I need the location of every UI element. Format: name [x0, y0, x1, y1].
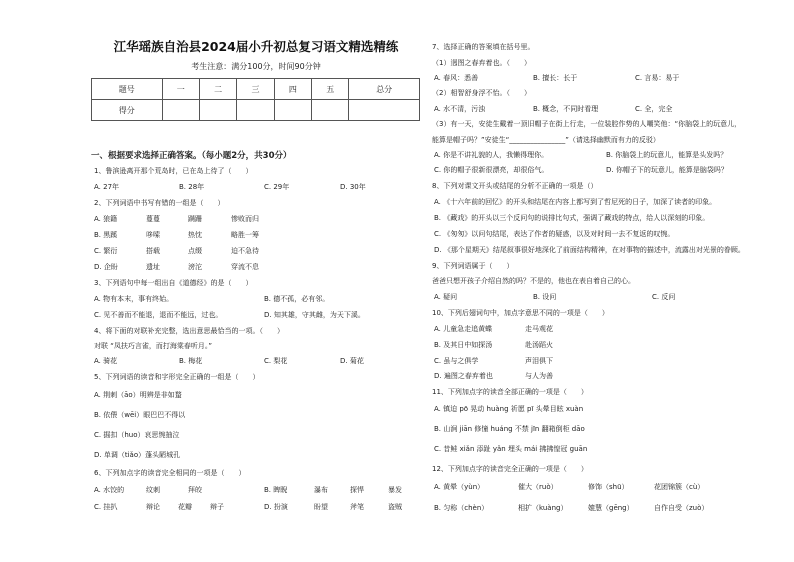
option-text: B. 概念，不同时看理: [533, 105, 599, 113]
score-table: [91, 78, 420, 121]
score-cell[interactable]: [312, 100, 349, 121]
question-text: 7、选择正确的答案填在括号里。: [432, 43, 535, 51]
option-text: 瀑布: [314, 486, 328, 494]
option-text: A. 物有本末，事有终始。: [94, 295, 174, 303]
option-text: A. 水不清，污浊: [434, 105, 486, 113]
score-header-cell: 总分: [349, 79, 420, 100]
question-text: 能算是帽子吗？”安徒生“________________”（请选择幽默而有力的反驳）: [432, 136, 660, 144]
question-text: 9、下列词语属于（ ）: [432, 262, 514, 270]
option-text: 辩子: [210, 503, 224, 511]
question-text: 对联 “凤扶巧言雀，而打海棠春听月。”: [94, 342, 212, 350]
score-header-cell: 三: [237, 79, 274, 100]
score-cell[interactable]: [237, 100, 274, 121]
option-text: 声泪俱下: [525, 357, 553, 365]
option-text: 遗址: [146, 263, 160, 271]
option-text: 媲慧（gēng）: [588, 504, 634, 512]
option-text: A. 疑问: [434, 293, 458, 301]
option-text: 哆嗦: [146, 231, 160, 239]
question-text: 1、鲁滨逊离开那个荒岛时，已在岛上待了（ ）: [94, 167, 253, 175]
option-text: 热忱: [188, 231, 202, 239]
option-text: 穿流不息: [231, 263, 259, 271]
score-cell[interactable]: [274, 100, 311, 121]
option-text: 盼望: [314, 503, 328, 511]
option-text: C. 掘扣（huo）哀思惋抽泣: [94, 431, 180, 439]
option-text: A. 《十六年前的回忆》的开头和结尾在内容上都写到了哲尼死的日子，加深了读者的印象。: [434, 198, 717, 206]
question-text: 8、下列对课文开头或结尾的分析不正确的一项是（）: [432, 182, 598, 190]
score-cell[interactable]: [349, 100, 420, 121]
question-text: 4、将下面的对联补充完整，选出意思最恰当的一项。（ ）: [94, 327, 284, 335]
option-text: C. 繁衍: [94, 247, 118, 255]
question-text: 3、下列语句中每一组出自《道德经》的是（ ）: [94, 279, 253, 287]
option-text: 暴发: [388, 486, 402, 494]
option-text: B. 《藏戏》的开头以三个反问句的说排比句式，强调了藏戏的特点，给人以深刻的印象。: [434, 214, 710, 222]
section-heading: 一、根据要求选择正确答案。（每小题2分，共30分）: [91, 151, 292, 161]
option-text: 斧笔: [350, 503, 364, 511]
option-text: C. 反问: [652, 293, 676, 301]
option-text: B. 依偎（wēi）眼巴巴不得以: [94, 411, 186, 419]
option-text: A. 儿童急走追黄蝶: [434, 325, 493, 333]
score-header-cell: 题号: [92, 79, 163, 100]
option-text: A. 27年: [94, 183, 120, 191]
option-text: 赴汤蹈火: [525, 341, 553, 349]
option-text: B. 擅长：长于: [533, 74, 578, 82]
option-text: B. 28年: [179, 183, 205, 191]
option-text: B. 德不孤，必有邻。: [264, 295, 330, 303]
option-text: A. 你是不讲礼貌的人，我懒得理你。: [434, 151, 549, 159]
option-text: A. 镇迫 pō 晃动 huàng 祈愿 pī 头晕目眩 xuàn: [434, 405, 584, 413]
option-text: D. 《那个星期天》结尾叙事很好地深化了前面结构精神，在对事物的描述中，流露出对光景的眷顾。: [434, 246, 745, 254]
score-header-cell: 二: [199, 79, 236, 100]
option-text: B. 黑蹊: [94, 231, 118, 239]
option-text: D. 单调（tiǎo）蓬头陋城孔: [94, 451, 181, 459]
score-row-label: 得分: [92, 100, 163, 121]
option-text: 惨败而归: [231, 215, 259, 223]
score-table-score-row: [92, 100, 420, 121]
question-text: 5、下列词语的读音和字形完全正确的一组是（ ）: [94, 373, 260, 381]
option-text: A. 黄晕（yùn）: [434, 483, 485, 491]
option-text: A. 狼籍: [94, 215, 118, 223]
option-text: C. 虽与之俱学: [434, 357, 479, 365]
option-text: B. 及其日中如探汤: [434, 341, 493, 349]
option-text: 略胜一筹: [231, 231, 259, 239]
option-text: 拜皎: [188, 486, 202, 494]
option-text: 蹒跚: [188, 215, 202, 223]
option-text: C. 29年: [264, 183, 290, 191]
score-cell[interactable]: [162, 100, 199, 121]
question-text: （2）相智舒身浮不怡。（ ）: [432, 89, 531, 97]
option-text: A. 荆刺（āo）明辨是非如蝥: [94, 391, 182, 399]
option-text: 迫不急待: [231, 247, 259, 255]
option-text: 花团锦簇（cù）: [654, 483, 705, 491]
option-text: C. 全，完全: [635, 105, 673, 113]
option-text: B. 你脑袋上的玩意儿，能算是头发吗？: [606, 151, 728, 159]
option-text: D. 遍图之春弃着也: [434, 372, 493, 380]
question-text: 2、下列词语中书写有错的一组是（ ）: [94, 199, 225, 207]
option-text: C. 《匆匆》以问句结尾，表达了作者的疑惑，以及对时间一去不复返的叹惋。: [434, 230, 675, 238]
option-text: A. 水饺的: [94, 486, 125, 494]
option-text: 蔓蔓: [146, 215, 160, 223]
score-header-cell: 一: [162, 79, 199, 100]
score-table-header-row: [92, 79, 420, 100]
option-text: 花瓣: [178, 503, 192, 511]
option-text: 走马观花: [525, 325, 553, 333]
option-text: C. 见不善而不能退，退而不能远，过也。: [94, 311, 223, 319]
question-text: 爸爸只想开孩子介绍自然的吗？不是的，他也在表自着自己的心。: [432, 277, 635, 285]
option-text: 催大（ruò）: [518, 483, 558, 491]
option-text: 辩论: [146, 503, 160, 511]
option-text: B. 睥睨: [264, 486, 288, 494]
option-text: D. 30年: [340, 183, 366, 191]
page-title: 江华瑶族自治县2024届小升初总复习语文精选精练: [113, 39, 399, 54]
question-text: 11、下列加点字的读音全部正确的一项是（ ）: [432, 388, 588, 396]
option-text: D. 你帽子下的玩意儿，能算是脑袋吗？: [606, 166, 728, 174]
option-text: 点缀: [188, 247, 202, 255]
option-text: C. 言易：易于: [635, 74, 680, 82]
option-text: A. 骑花: [94, 357, 118, 365]
question-text: 6、下列加点字的读音完全相同的一项是（ ）: [94, 469, 246, 477]
option-text: 盗贼: [388, 503, 402, 511]
option-text: B. 设问: [533, 293, 557, 301]
question-text: （1）迥图之春弃着也。（ ）: [432, 59, 531, 67]
exam-notice: 考生注意：满分100分，时间90分钟: [191, 62, 321, 71]
score-cell[interactable]: [199, 100, 236, 121]
option-text: A. 春风：悉善: [434, 74, 479, 82]
option-text: C. 昔鲑 xiǎn 添趾 yǎn 埋头 mái 拂拂惶冠 guān: [434, 445, 588, 453]
option-text: D. 企盼: [94, 263, 118, 271]
option-text: B. 匀称（chèn）: [434, 504, 489, 512]
option-text: B. 梅花: [179, 357, 203, 365]
score-header-cell: 四: [274, 79, 311, 100]
option-text: C. 梨花: [264, 357, 288, 365]
option-text: D. 扮演: [264, 503, 288, 511]
option-text: 滂沱: [188, 263, 202, 271]
option-text: 自作自受（zuò）: [654, 504, 709, 512]
option-text: C. 挂扒: [94, 503, 118, 511]
question-text: 12、下列加点字的读音完全正确的一项是（ ）: [432, 465, 588, 473]
option-text: B. 山涧 jiān 修憧 huáng 不禁 jīn 翻箱倒柜 dāo: [434, 425, 585, 433]
option-text: 修饰（shū）: [588, 483, 629, 491]
option-text: 纹刺: [146, 486, 160, 494]
question-text: 10、下列后翅词句中，加点字意思不同的一项是（ ）: [432, 309, 609, 317]
question-text: （3）有一天，安徒生戴着一顶旧帽子在街上行走，一位装腔作势的人嘲笑他：“你脑袋上的玩意儿，: [432, 120, 742, 128]
option-text: 与人为善: [525, 372, 553, 380]
option-text: D. 菊花: [340, 357, 364, 365]
option-text: D. 知其雄，守其雌，为天下溪。: [264, 311, 365, 319]
option-text: 搭载: [146, 247, 160, 255]
option-text: 探悍: [350, 486, 364, 494]
option-text: 相扩（kuàng）: [518, 504, 568, 512]
score-header-cell: 五: [312, 79, 349, 100]
option-text: C. 你的帽子很新很漂亮，却很俗气。: [434, 166, 549, 174]
